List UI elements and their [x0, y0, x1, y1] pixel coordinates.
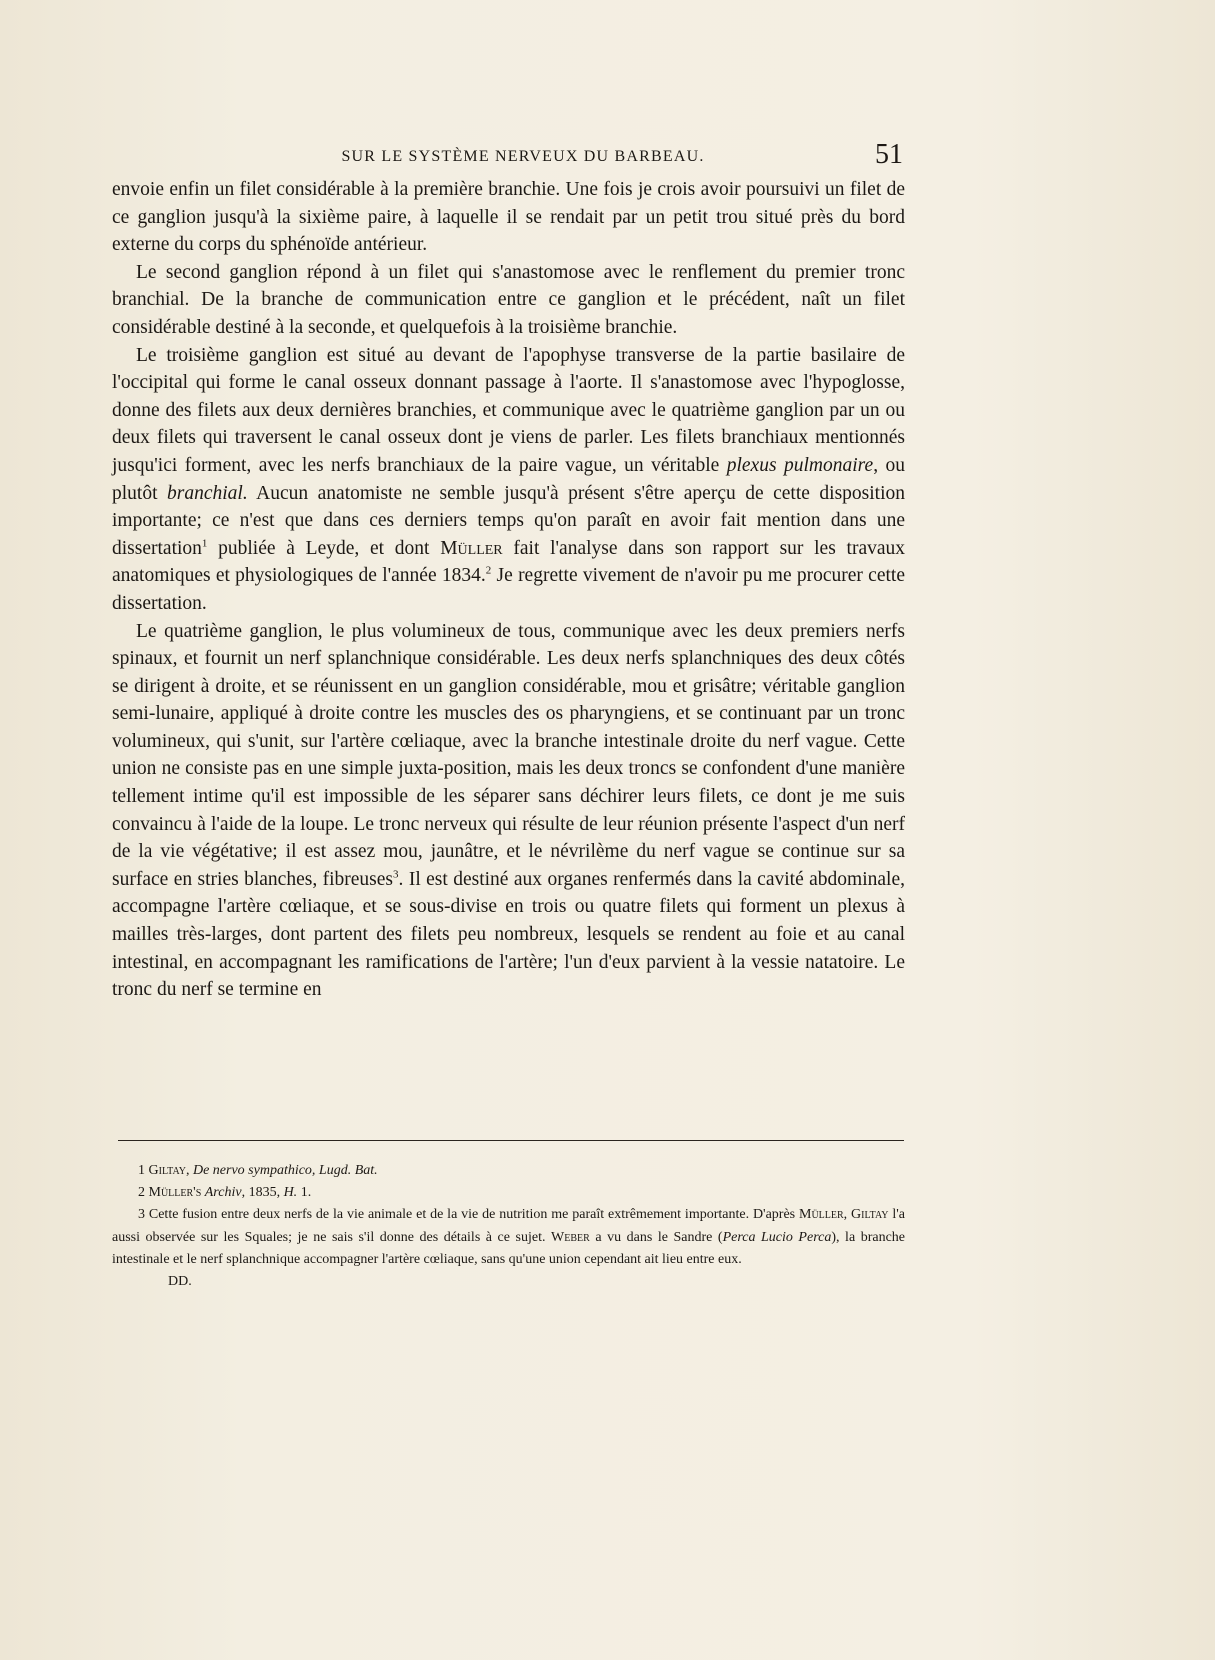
page-number: 51 — [875, 139, 903, 170]
footnote-divider — [118, 1140, 904, 1141]
running-title: SUR LE SYSTÈME NERVEUX DU BARBEAU. — [341, 148, 705, 165]
paragraph: Le second ganglion répond à un filet qui s'anastomose avec le renflement du premier tronc branchial. De la branche de communication entre ce ganglion et le précédent, naît un filet considérable destiné à la seconde, et quelquefois à la troisième branchie. — [112, 261, 905, 338]
footnotes — [112, 1160, 905, 1293]
footnote-ref: 2 — [485, 564, 492, 577]
paragraph: envoie enfin un filet considérable à la première branchie. Une fois je crois avoir poursuivi un filet de ce ganglion jusqu'à la sixième paire, à laquelle il se rendait par un petit trou situé près du bord externe du corps du sphénoïde antérieur. — [112, 179, 905, 256]
author-name: Müller — [440, 537, 503, 559]
italic-term: branchial. — [167, 482, 248, 504]
footnote-ref: 3 — [393, 868, 399, 881]
footnote-ref: 1 — [201, 537, 208, 550]
footnote: 3 Cette fusion entre deux nerfs de la vie animale et de la vie de nutrition me paraît extrêmement importante. D'après Müller, Giltay l'a aussi observée sur les Squales; je ne sais s'il donne des détails à ce sujet. Weber a vu dans le Sandre (Perca Lucio Perca), la branche intestinale et le nerf splanchnique accompagner l'artère cœliaque, sans qu'une union cependant ait lieu entre eux. — [112, 1207, 906, 1267]
italic-term: plexus pulmonaire — [726, 454, 874, 476]
page-header — [113, 140, 903, 174]
paragraph: Le troisième ganglion est situé au devant de l'apophyse transverse de la partie basilaire de l'occipital qui forme le canal osseux donnant passage à l'aorte. Il s'anastomose avec l'hypoglosse, donne des filets aux deux dernières branchies, et communique avec le quatrième ganglion par un ou deux filets qui traversent le canal osseux dont je viens de parler. Les filets branchiaux mentionnés jusqu'ici forment, avec les nerfs branchiaux de la paire vague, un véritable plexus pulmonaire, ou plutôt branchial. Aucun anatomiste ne semble jusqu'à présent s'être aperçu de cette disposition importante; ce n'est que dans ces derniers temps qu'on paraît en avoir fait mention dans une dissertation$^1$ publiée à Leyde, et dont Müller fait l'analyse dans son rapport sur les travaux anatomiques et physiologiques de l'année 1834.$^2$ Je regrette vivement de n'avoir pu me procurer cette dissertation. — [112, 344, 906, 614]
footnote: 2 Müller's Archiv, 1835, H. 1. — [138, 1185, 312, 1201]
paragraph: Le quatrième ganglion, le plus volumineux de tous, communique avec les deux premiers nerfs spinaux, et fournit un nerf splanchnique considérable. Les deux nerfs splanchniques des deux côtés se dirigent à droite, et se réunissent en un ganglion considérable, mou et grisâtre; véritable ganglion semi-lunaire, appliqué à droite contre les muscles des os pharyngiens, et se continuant par un tronc volumineux, qui s'unit, sur l'artère cœliaque, avec la branche intestinale droite du nerf vague. Cette union ne consiste pas en une simple juxta-position, mais les deux troncs se confondent d'une manière tellement intime qu'il est impossible de les séparer sans déchirer leurs filets, ce dont je me suis convaincu à l'aide de la loupe. Le tronc nerveux qui résulte de leur réunion présente l'aspect d'un nerf de la vie végétative; il est assez mou, jaunâtre, et le névrilème du nerf vague se continue sur sa surface en stries blanches, fibreuses$^3$. Il est destiné aux organes renfermés dans la cavité abdominale, accompagne l'artère cœliaque, et se sous-divise en trois ou quatre filets qui forment un plexus à mailles très-larges, dont partent des filets peu nombreux, lesquels se rendent au foie et au canal intestinal, en accompagnant les ramifications de l'artère; l'un d'eux parvient à la vessie natatoire. Le tronc du nerf se termine en — [112, 620, 905, 1001]
body-text — [112, 176, 905, 1004]
signature: DD. — [168, 1274, 192, 1290]
footnote: 1 Giltay, De nervo sympathico, Lugd. Bat. — [138, 1163, 378, 1178]
